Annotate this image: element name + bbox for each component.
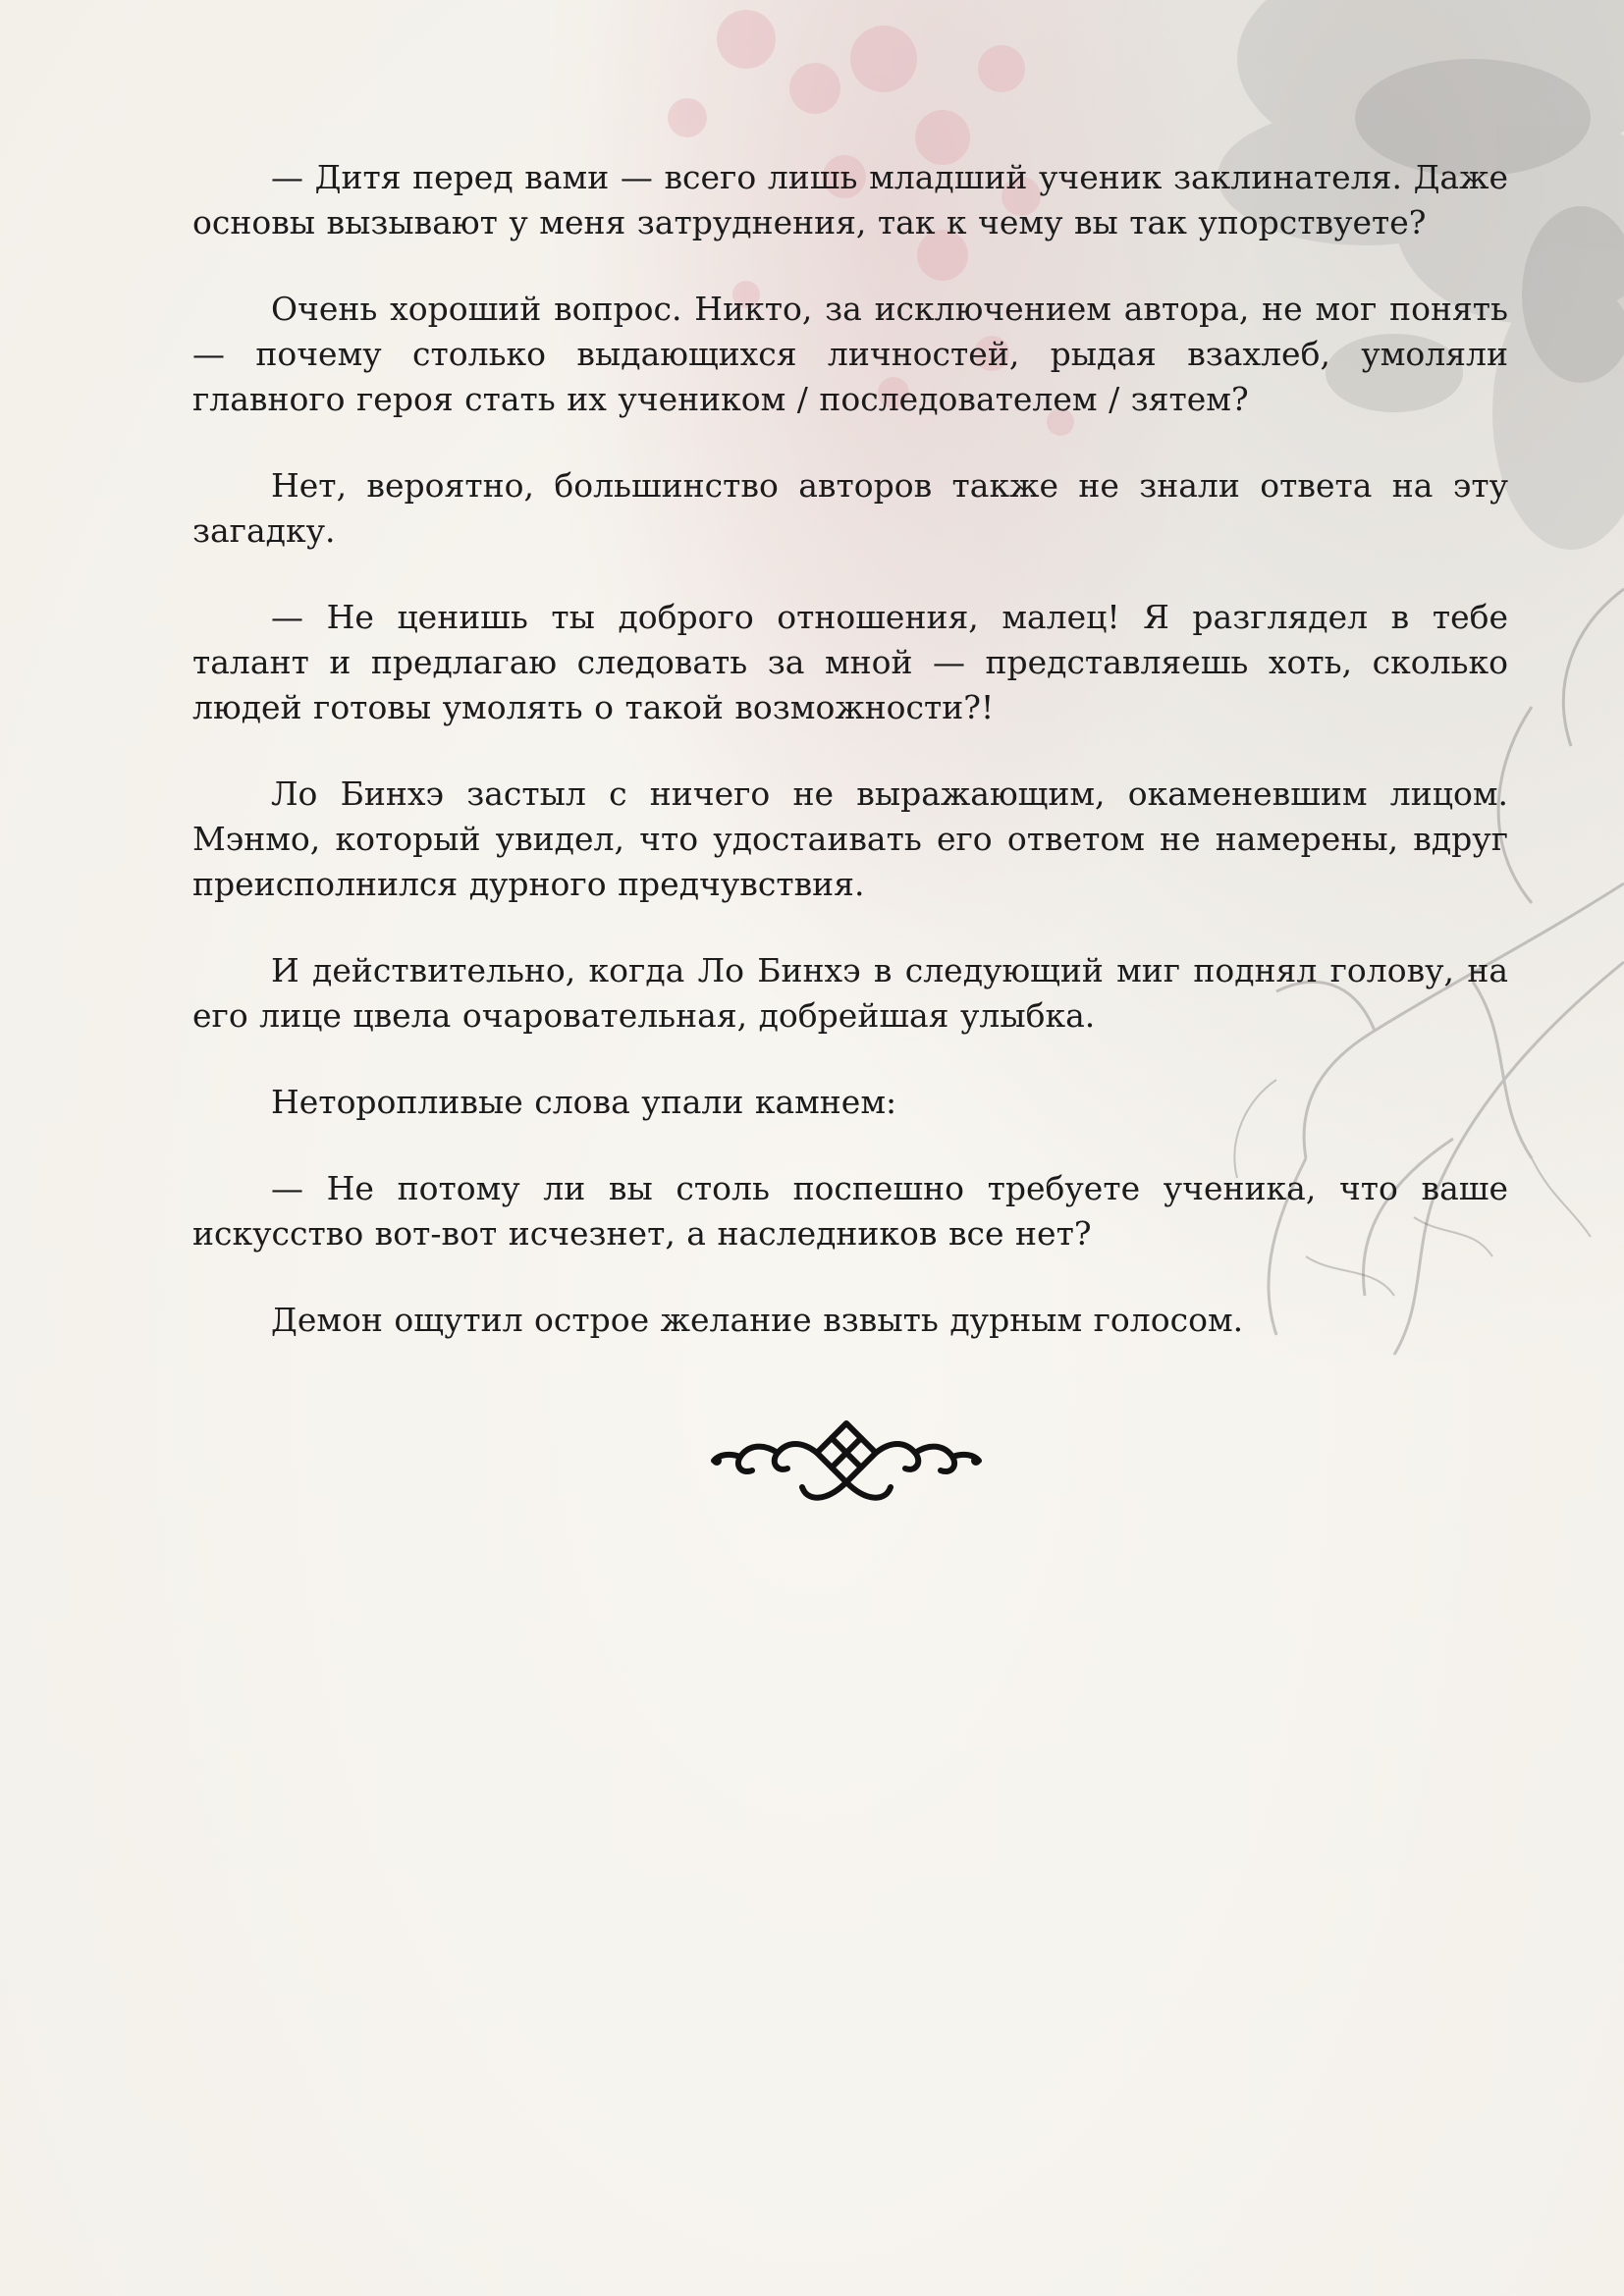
paragraph: — Не потому ли вы столь поспешно требуете ученика, что ваше искусство вот-вот исчезнет, а наследников все нет? bbox=[192, 1169, 1508, 1253]
paragraph: — Не ценишь ты доброго отношения, малец! Я разглядел в тебе талант и предлагаю следовать за мной — представляешь хоть, сколько людей готовы умолять о такой возможности?! bbox=[192, 598, 1508, 726]
story-text bbox=[192, 155, 1508, 1384]
paragraph: Нет, вероятно, большинство авторов также не знали ответа на эту загадку. bbox=[192, 466, 1508, 550]
paragraph: И действительно, когда Ло Бинхэ в следующий миг поднял голову, на его лице цвела очаровательная, добрейшая улыбка. bbox=[192, 951, 1508, 1035]
paragraph: Ло Бинхэ застыл с ничего не выражающим, окаменевшим лицом. Мэнмо, который увидел, что удостаивать его ответом не намерены, вдруг преисполнился дурного предчувствия. bbox=[192, 774, 1508, 903]
paragraph: Демон ощутил острое желание взвыть дурным голосом. bbox=[271, 1301, 1244, 1339]
paragraph: — Дитя перед вами — всего лишь младший ученик заклинателя. Даже основы вызывают у меня затруднения, так к чему вы так упорствуете? bbox=[192, 158, 1508, 241]
paragraph: Неторопливые слова упали камнем: bbox=[271, 1083, 897, 1121]
knot-ornament-icon bbox=[709, 1414, 984, 1512]
paragraph: Очень хороший вопрос. Никто, за исключением автора, не мог понять — почему столько выдающихся личностей, рыдая взахлеб, умоляли главного героя стать их учеником / последователем / зятем? bbox=[192, 290, 1508, 418]
